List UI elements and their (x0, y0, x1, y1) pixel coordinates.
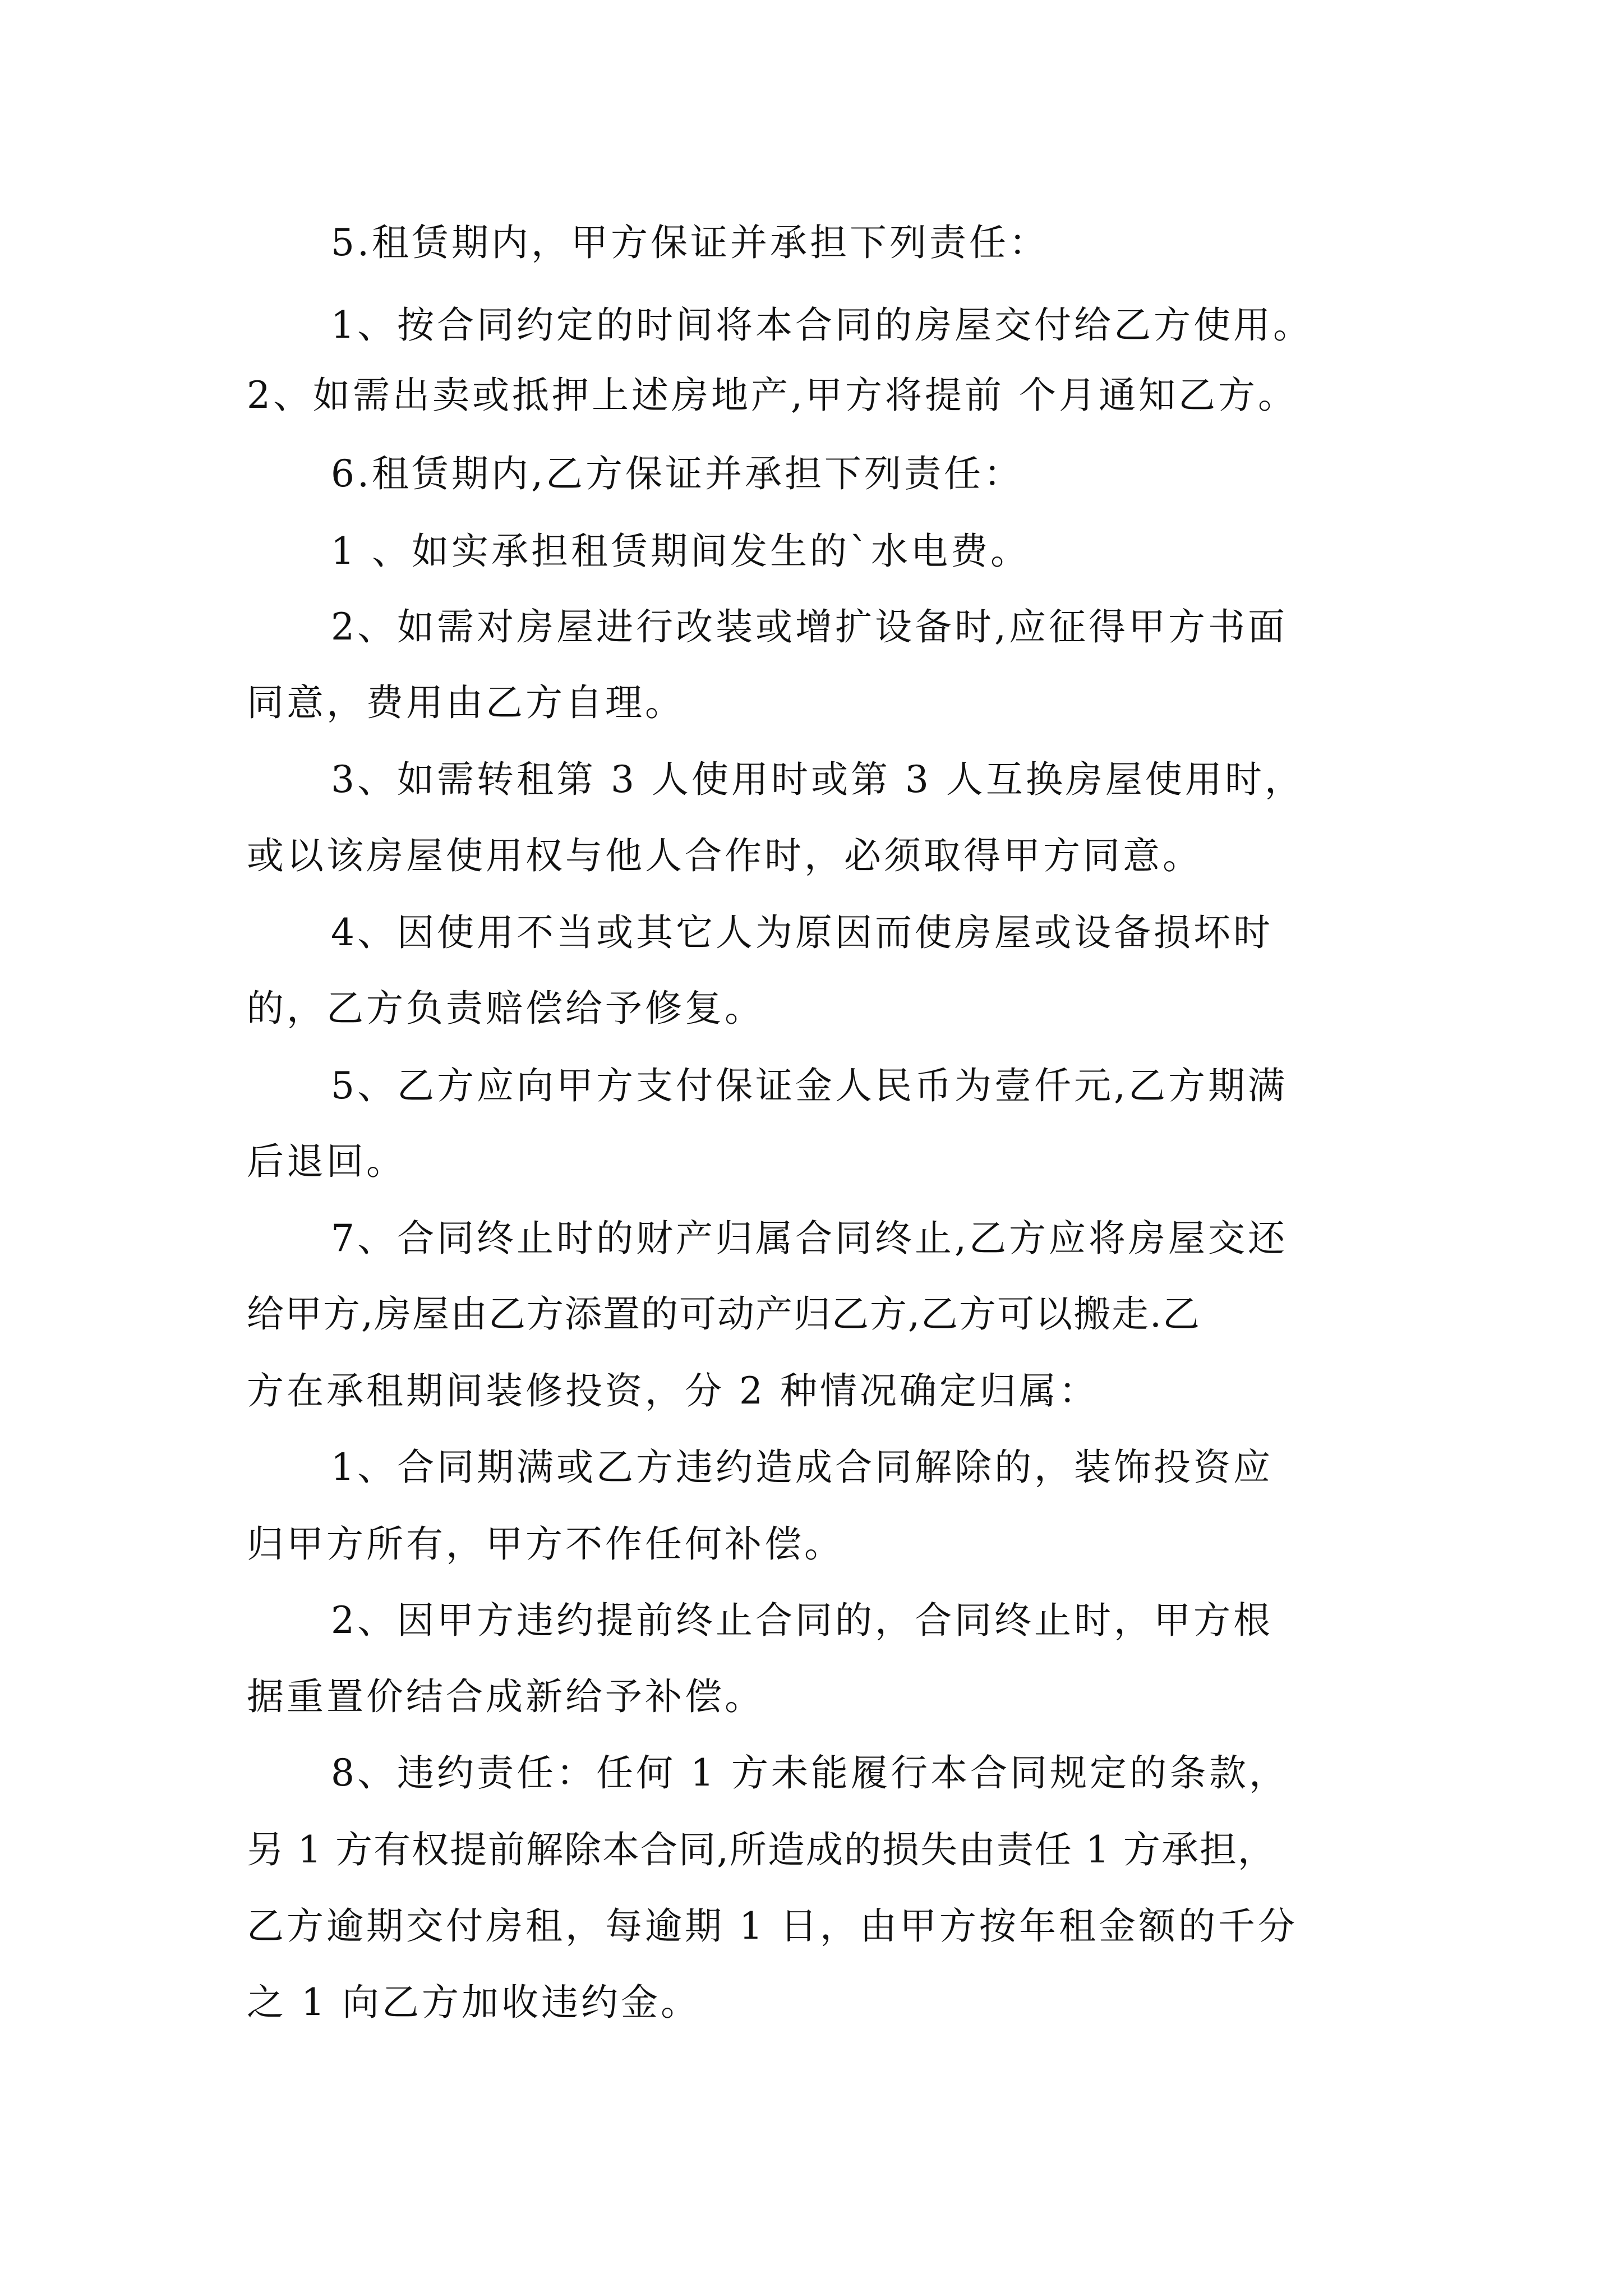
text-line: 5、乙方应向甲方支付保证金人民币为壹仟元,乙方期满 (331, 1064, 1288, 1107)
text-line: 乙方逾期交付房租，每逾期 1 日，由甲方按年租金额的千分 (247, 1904, 1298, 1948)
text-line: 给甲方,房屋由乙方添置的可动产归乙方,乙方可以搬走.乙 (247, 1292, 1201, 1336)
text-line: 另 1 方有权提前解除本合同,所造成的损失由责任 1 方承担， (247, 1828, 1276, 1871)
text-line: 7、合同终止时的财产归属合同终止,乙方应将房屋交还 (331, 1217, 1288, 1260)
text-line: 之 1 向乙方加收违约金。 (247, 1981, 700, 2024)
text-line: 1 、如实承担租赁期间发生的`水电费。 (331, 530, 1030, 573)
text-line: 后退回。 (247, 1140, 406, 1183)
text-line: 的，乙方负责赔偿给予修复。 (247, 987, 764, 1030)
text-line: 2、如需对房屋进行改装或增扩设备时,应征得甲方书面 (331, 605, 1288, 648)
text-line: 4、因使用不当或其它人为原因而使房屋或设备损坏时 (331, 911, 1273, 954)
text-line: 2、因甲方违约提前终止合同的，合同终止时，甲方根 (331, 1599, 1273, 1642)
text-line: 或以该房屋使用权与他人合作时，必须取得甲方同意。 (247, 834, 1202, 877)
text-line: 3、如需转租第 3 人使用时或第 3 人互换房屋使用时， (331, 758, 1304, 801)
text-line: 方在承租期间装修投资，分 2 种情况确定归属： (247, 1369, 1099, 1412)
text-line: 8、违约责任：任何 1 方未能履行本合同规定的条款， (331, 1751, 1289, 1795)
text-line: 1、合同期满或乙方违约造成合同解除的，装饰投资应 (331, 1446, 1273, 1489)
text-line: 据重置价结合成新给予补偿。 (247, 1675, 764, 1718)
text-line: 1、按合同约定的时间将本合同的房屋交付给乙方使用。 (331, 303, 1313, 347)
text-line: 归甲方所有，甲方不作任何补偿。 (247, 1522, 844, 1566)
text-line: 5.租赁期内，甲方保证并承担下列责任： (331, 221, 1049, 264)
text-line: 2、如需出卖或抵押上述房地产,甲方将提前 个月通知乙方。 (247, 374, 1298, 417)
text-line: 6.租赁期内,乙方保证并承担下列责任： (331, 452, 1023, 495)
text-line: 同意，费用由乙方自理。 (247, 681, 685, 724)
